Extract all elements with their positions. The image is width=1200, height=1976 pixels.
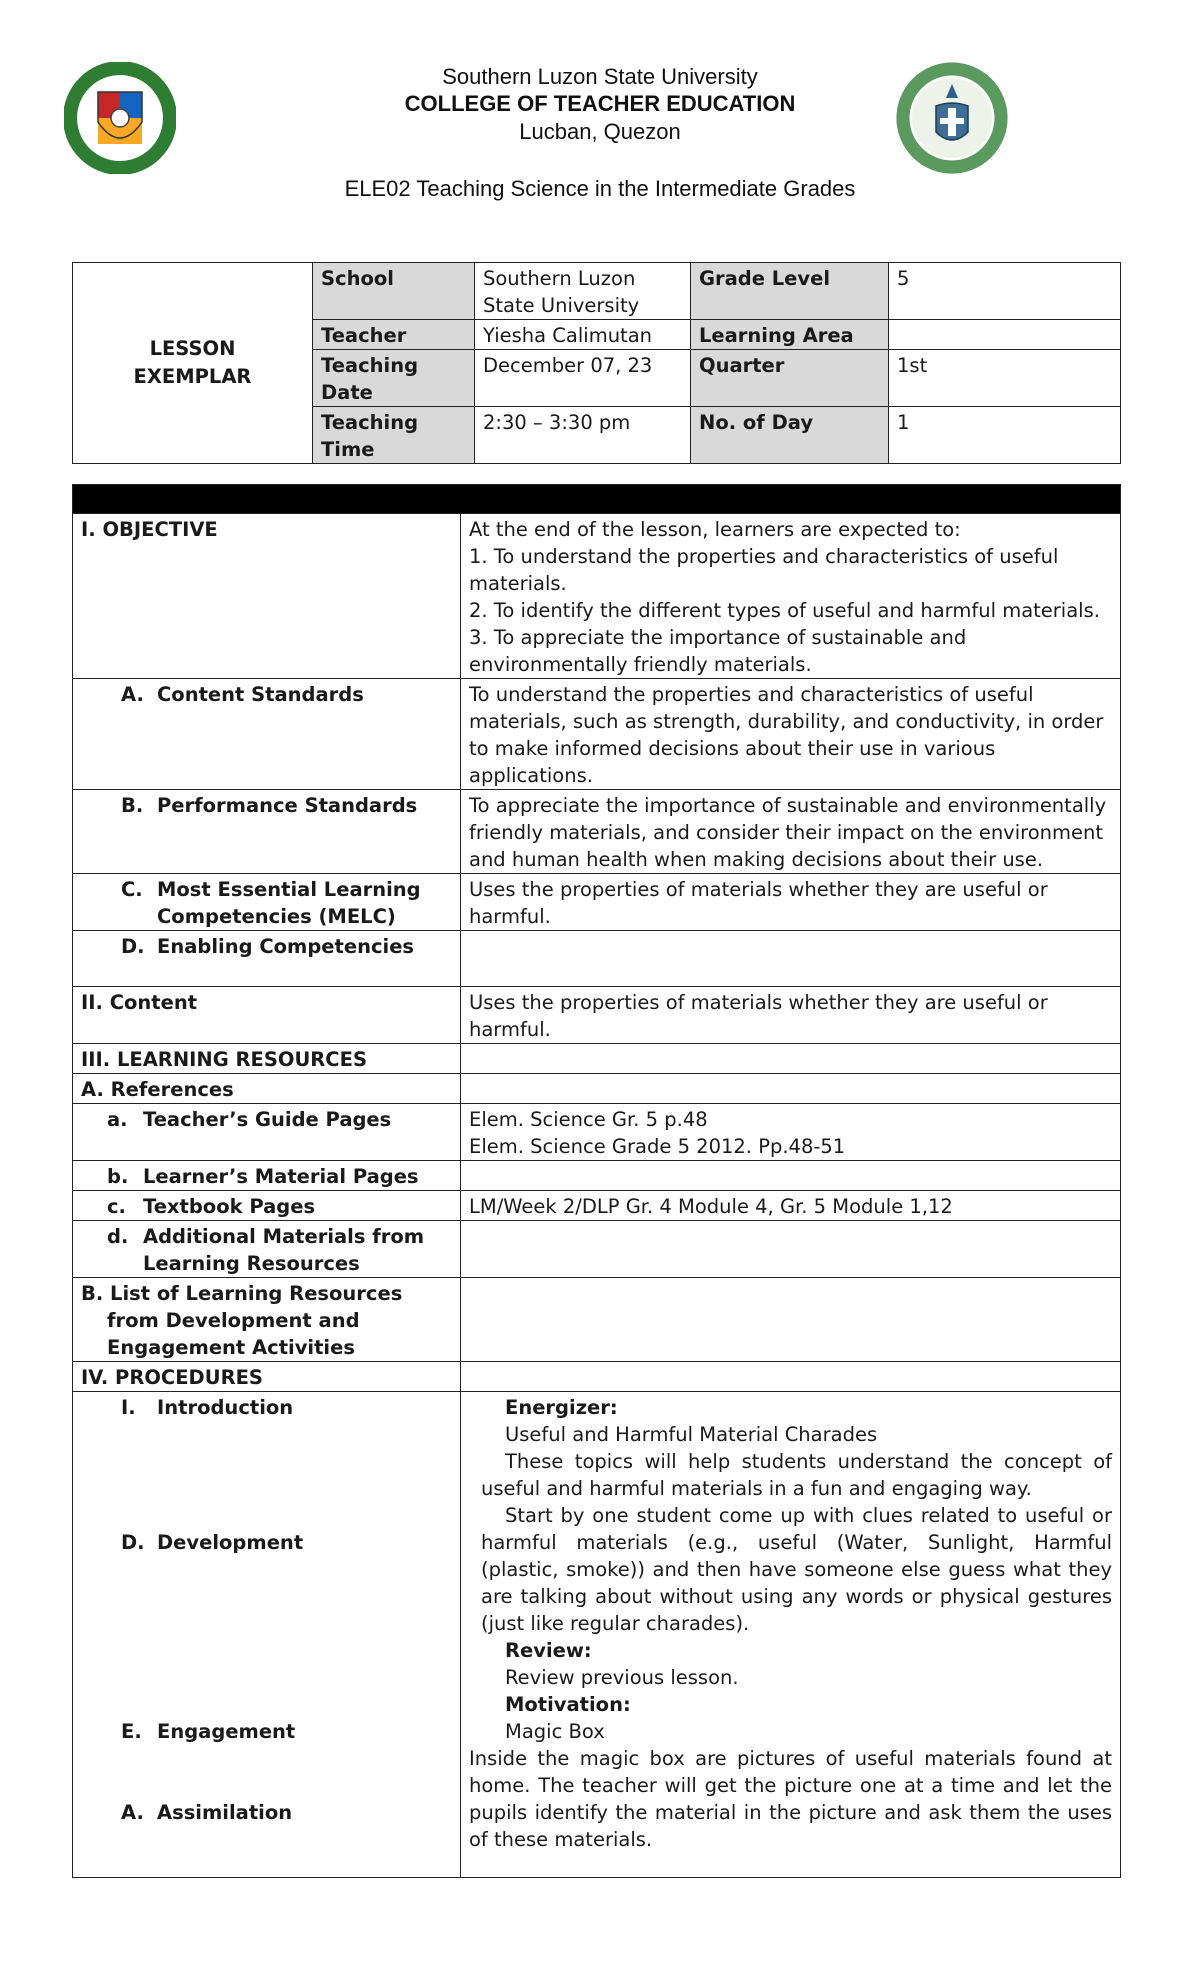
teachers-guide-line: Elem. Science Grade 5 2012. Pp.48-51: [469, 1135, 846, 1158]
learning-area-label: Learning Area: [691, 320, 889, 350]
item-marker: D.: [121, 1531, 145, 1554]
content-standards-row: [73, 679, 1121, 790]
performance-standards-label: Performance Standards: [157, 794, 418, 817]
item-marker: D.: [121, 935, 145, 958]
enabling-competencies-label: Enabling Competencies: [157, 935, 415, 958]
teaching-time-label: Teaching Time: [313, 407, 475, 464]
objective-label: I. OBJECTIVE: [73, 514, 461, 679]
item-marker: b.: [107, 1165, 129, 1188]
lesson-plan-table: [72, 484, 1121, 1878]
motivation-title: Motivation:: [505, 1693, 631, 1716]
teaching-date-label: Teaching Date: [313, 350, 475, 407]
location: Lucban, Quezon: [519, 119, 681, 144]
objective-line: At the end of the lesson, learners are expected to:: [469, 518, 961, 541]
energizer-name: Useful and Harmful Material Charades: [505, 1423, 878, 1446]
content-value: Uses the properties of materials whether they are useful or harmful.: [461, 987, 1121, 1044]
learners-material-value: [461, 1161, 1121, 1191]
item-marker: d.: [107, 1225, 129, 1248]
teacher-value: Yiesha Calimutan: [475, 320, 691, 350]
teaching-date-value: December 07, 23: [475, 350, 691, 407]
lesson-exemplar-title: LESSON EXEMPLAR: [73, 263, 313, 464]
quarter-value: 1st: [889, 350, 1121, 407]
resources-list-row: [73, 1278, 1121, 1362]
teachers-guide-row: [73, 1104, 1121, 1161]
content-row: [73, 987, 1121, 1044]
textbook-value: LM/Week 2/DLP Gr. 4 Module 4, Gr. 5 Module 1,12: [461, 1191, 1121, 1221]
lesson-info-table: [72, 262, 1121, 464]
motivation-text: Inside the magic box are pictures of useful materials found at home. The teacher will get the picture one at a time and let the pupils identify the material in the picture and ask them the uses of these materials.: [469, 1747, 1112, 1851]
objective-line: 1. To understand the properties and characteristics of useful materials.: [469, 545, 1059, 595]
grade-level-value: 5: [889, 263, 1121, 320]
item-marker: I.: [121, 1396, 136, 1419]
course-title: ELE02 Teaching Science in the Intermediate Grades: [344, 176, 856, 201]
learners-material-row: [73, 1161, 1121, 1191]
additional-materials-row: [73, 1221, 1121, 1278]
performance-standards-row: [73, 790, 1121, 874]
teaching-time-value: 2:30 – 3:30 pm: [475, 407, 691, 464]
learning-area-value: [889, 320, 1121, 350]
review-text: Review previous lesson.: [505, 1666, 739, 1689]
procedures-label: IV. PROCEDURES: [73, 1362, 461, 1392]
teachers-guide-line: Elem. Science Gr. 5 p.48: [469, 1108, 708, 1131]
learning-resources-row: [73, 1044, 1121, 1074]
no-of-day-value: 1: [889, 407, 1121, 464]
additional-materials-label: Additional Materials from Learning Resources: [143, 1225, 425, 1275]
performance-standards-value: To appreciate the importance of sustainable and environmentally friendly materials, and consider their impact on the environment and human health when making decisions about their use.: [461, 790, 1121, 874]
textbook-row: [73, 1191, 1121, 1221]
energizer-instructions: Start by one student come up with clues related to useful or harmful materials (e.g., useful (Water, Sunlight, Harmful (plastic, smoke)) and then have someone else guess what they are talking about without using any words or physical gestures (just like regular charades).: [481, 1504, 1112, 1635]
energizer-title: Energizer:: [505, 1396, 618, 1419]
melc-value: Uses the properties of materials whether they are useful or harmful.: [461, 874, 1121, 931]
item-marker: a.: [107, 1108, 128, 1131]
table-header-bar: [73, 485, 1121, 514]
item-marker: A.: [121, 1801, 144, 1824]
textbook-label: Textbook Pages: [143, 1195, 316, 1218]
learning-resources-label: III. LEARNING RESOURCES: [73, 1044, 461, 1074]
item-marker: E.: [121, 1720, 142, 1743]
energizer-paragraph: These topics will help students understand the concept of useful and harmful materials in a fun and engaging way.: [481, 1450, 1112, 1500]
university-name: Southern Luzon State University: [442, 64, 758, 89]
additional-materials-value: [461, 1221, 1121, 1278]
enabling-competencies-value: [461, 931, 1121, 987]
engagement-label: Engagement: [157, 1720, 296, 1743]
grade-level-label: Grade Level: [691, 263, 889, 320]
content-label: II. Content: [73, 987, 461, 1044]
teachers-guide-value: [461, 1104, 1121, 1161]
objective-value: [461, 514, 1121, 679]
item-marker: C.: [121, 878, 143, 901]
objective-line: 3. To appreciate the importance of sustainable and environmentally friendly materials.: [469, 626, 967, 676]
references-label: A. References: [73, 1074, 461, 1104]
review-title: Review:: [505, 1639, 592, 1662]
school-label: School: [313, 263, 475, 320]
development-label: Development: [157, 1531, 304, 1554]
motivation-name: Magic Box: [505, 1720, 605, 1743]
objective-line: 2. To identify the different types of useful and harmful materials.: [469, 599, 1100, 622]
procedure-details-row: [73, 1392, 1121, 1878]
no-of-day-label: No. of Day: [691, 407, 889, 464]
melc-label: Most Essential Learning Competencies (MELC): [157, 878, 421, 928]
learners-material-label: Learner’s Material Pages: [143, 1165, 419, 1188]
item-marker: B.: [121, 794, 144, 817]
content-standards-value: To understand the properties and characteristics of useful materials, such as strength, durability, and conductivity, in order to make informed decisions about their use in various applications.: [461, 679, 1121, 790]
melc-row: [73, 874, 1121, 931]
introduction-label: Introduction: [157, 1396, 294, 1419]
procedure-details: [461, 1392, 1121, 1878]
quarter-label: Quarter: [691, 350, 889, 407]
objective-row: [73, 514, 1121, 679]
item-marker: A.: [121, 683, 144, 706]
teachers-guide-label: Teacher’s Guide Pages: [143, 1108, 392, 1131]
enabling-competencies-row: [73, 931, 1121, 987]
item-marker: c.: [107, 1195, 126, 1218]
assimilation-label: Assimilation: [157, 1801, 293, 1824]
procedures-row: [73, 1362, 1121, 1392]
resources-list-label: B. List of Learning Resources from Development and Engagement Activities: [81, 1282, 403, 1359]
references-row: [73, 1074, 1121, 1104]
teacher-label: Teacher: [313, 320, 475, 350]
resources-list-value: [461, 1278, 1121, 1362]
content-standards-label: Content Standards: [157, 683, 364, 706]
college-name: COLLEGE OF TEACHER EDUCATION: [404, 91, 796, 116]
school-value: Southern Luzon State University: [475, 263, 691, 320]
